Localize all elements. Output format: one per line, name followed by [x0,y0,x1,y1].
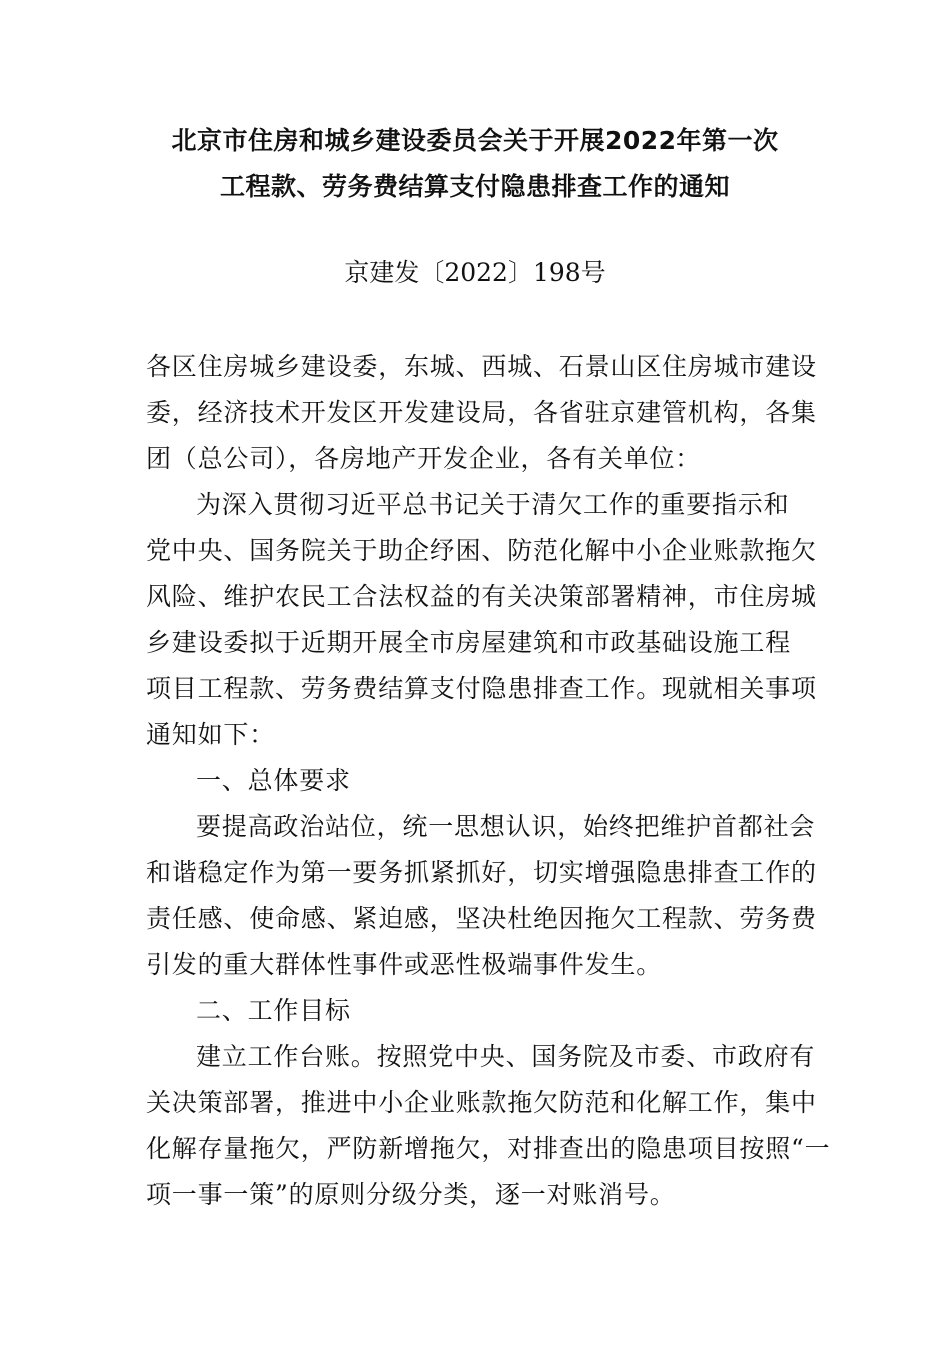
intro-line: 党中央、国务院关于助企纾困、防范化解中小企业账款拖欠 [146,536,817,565]
section1-line: 要提高政治站位，统一思想认识，始终把维护首都社会 [196,812,816,841]
intro-line: 通知如下： [146,720,276,749]
section1-line: 责任感、使命感、紧迫感，坚决杜绝因拖欠工程款、劳务费 [146,904,817,933]
intro-line: 乡建设委拟于近期开展全市房屋建筑和市政基础设施工程 [146,628,792,657]
document-number: 京建发〔2022〕198号 [344,258,606,287]
section2-line: 化解存量拖欠，严防新增拖欠，对排查出的隐患项目按照“一 [146,1134,831,1163]
section1-line: 和谐稳定作为第一要务抓紧抓好，切实增强隐患排查工作的 [146,858,817,887]
intro-line: 项目工程款、劳务费结算支付隐患排查工作。现就相关事项 [146,674,817,703]
section2-line: 建立工作台账。按照党中央、国务院及市委、市政府有 [196,1042,816,1071]
intro-line: 为深入贯彻习近平总书记关于清欠工作的重要指示和 [196,490,790,519]
intro-line: 风险、维护农民工合法权益的有关决策部署精神，市住房城 [146,582,817,611]
addressee-line: 各区住房城乡建设委，东城、西城、石景山区住房城市建设 [146,352,817,381]
section1-heading: 一、总体要求 [196,766,351,795]
addressee-line: 团（总公司），各房地产开发企业，各有关单位： [146,444,702,473]
section2-line: 项一事一策”的原则分级分类，逐一对账消号。 [146,1180,676,1209]
addressee-line: 委，经济技术开发区开发建设局，各省驻京建管机构，各集 [146,398,817,427]
section1-line: 引发的重大群体性事件或恶性极端事件发生。 [146,950,663,979]
section2-line: 关决策部署，推进中小企业账款拖欠防范和化解工作，集中 [146,1088,817,1117]
title-line-1: 北京市住房和城乡建设委员会关于开展2022年第一次 [171,126,779,155]
section2-heading: 二、工作目标 [196,996,351,1025]
title-line-2: 工程款、劳务费结算支付隐患排查工作的通知 [219,172,730,201]
